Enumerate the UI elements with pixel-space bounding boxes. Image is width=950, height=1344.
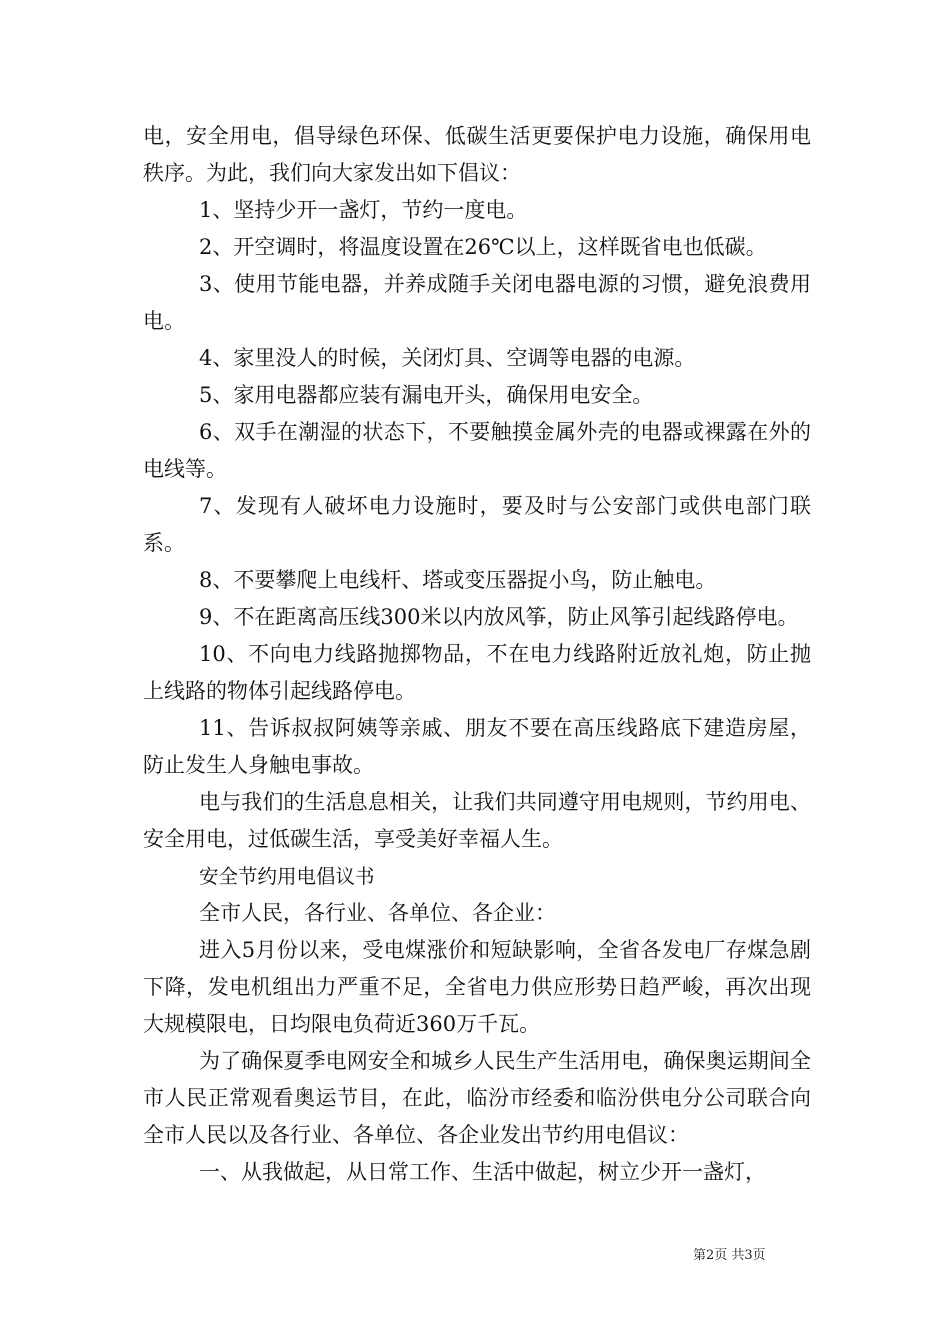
proposal-item-8: 8、不要攀爬上电线杆、塔或变压器捉小鸟，防止触电。 bbox=[199, 568, 717, 592]
background-paragraph: 进入5月份以来，受电煤涨价和短缺影响，全省各发电厂存煤急剧下降，发电机组出力严重不足，全省电力供应形势日趋严峻，再次出现大规模限电，日均限电负荷近360万千瓦。 bbox=[143, 938, 811, 1036]
salutation: 全市人民，各行业、各单位、各企业： bbox=[199, 901, 556, 925]
purpose-paragraph: 为了确保夏季电网安全和城乡人民生产生活用电，确保奥运期间全市人民正常观看奥运节目，在此，临汾市经委和临汾供电分公司联合向全市人民以及各行业、各单位、各企业发出节约用电倡议： bbox=[143, 1049, 811, 1147]
document-body bbox=[143, 118, 811, 1191]
proposal-item-6: 6、双手在潮湿的状态下，不要触摸金属外壳的电器或裸露在外的电线等。 bbox=[143, 420, 811, 481]
proposal-item-5: 5、家用电器都应装有漏电开头，确保用电安全。 bbox=[199, 383, 654, 407]
first-proposal-paragraph: 一、从我做起，从日常工作、生活中做起，树立少开一盏灯， bbox=[199, 1160, 766, 1184]
page-number: 第2页 共3页 bbox=[693, 1248, 766, 1263]
proposal-item-1: 1、坚持少开一盏灯，节约一度电。 bbox=[199, 198, 528, 222]
section-title: 安全节约用电倡议书 bbox=[199, 865, 375, 888]
paragraph-intro-continued: 电，安全用电，倡导绿色环保、低碳生活更要保护电力设施，确保用电秩序。为此，我们向大家发出如下倡议： bbox=[143, 124, 811, 185]
proposal-item-11: 11、告诉叔叔阿姨等亲戚、朋友不要在高压线路底下建造房屋，防止发生人身触电事故。 bbox=[143, 716, 811, 777]
proposal-item-3: 3、使用节能电器，并养成随手关闭电器电源的习惯，避免浪费用电。 bbox=[143, 272, 811, 333]
proposal-item-9: 9、不在距离高压线300米以内放风筝，防止风筝引起线路停电。 bbox=[199, 605, 799, 629]
proposal-item-4: 4、家里没人的时候，关闭灯具、空调等电器的电源。 bbox=[199, 346, 696, 370]
closing-paragraph: 电与我们的生活息息相关，让我们共同遵守用电规则，节约用电、安全用电，过低碳生活，享受美好幸福人生。 bbox=[143, 790, 811, 851]
proposal-item-7: 7、发现有人破坏电力设施时，要及时与公安部门或供电部门联系。 bbox=[143, 494, 811, 555]
proposal-item-10: 10、不向电力线路抛掷物品，不在电力线路附近放礼炮，防止抛上线路的物体引起线路停电。 bbox=[143, 642, 811, 703]
proposal-item-2: 2、开空调时，将温度设置在26℃以上，这样既省电也低碳。 bbox=[199, 235, 767, 259]
